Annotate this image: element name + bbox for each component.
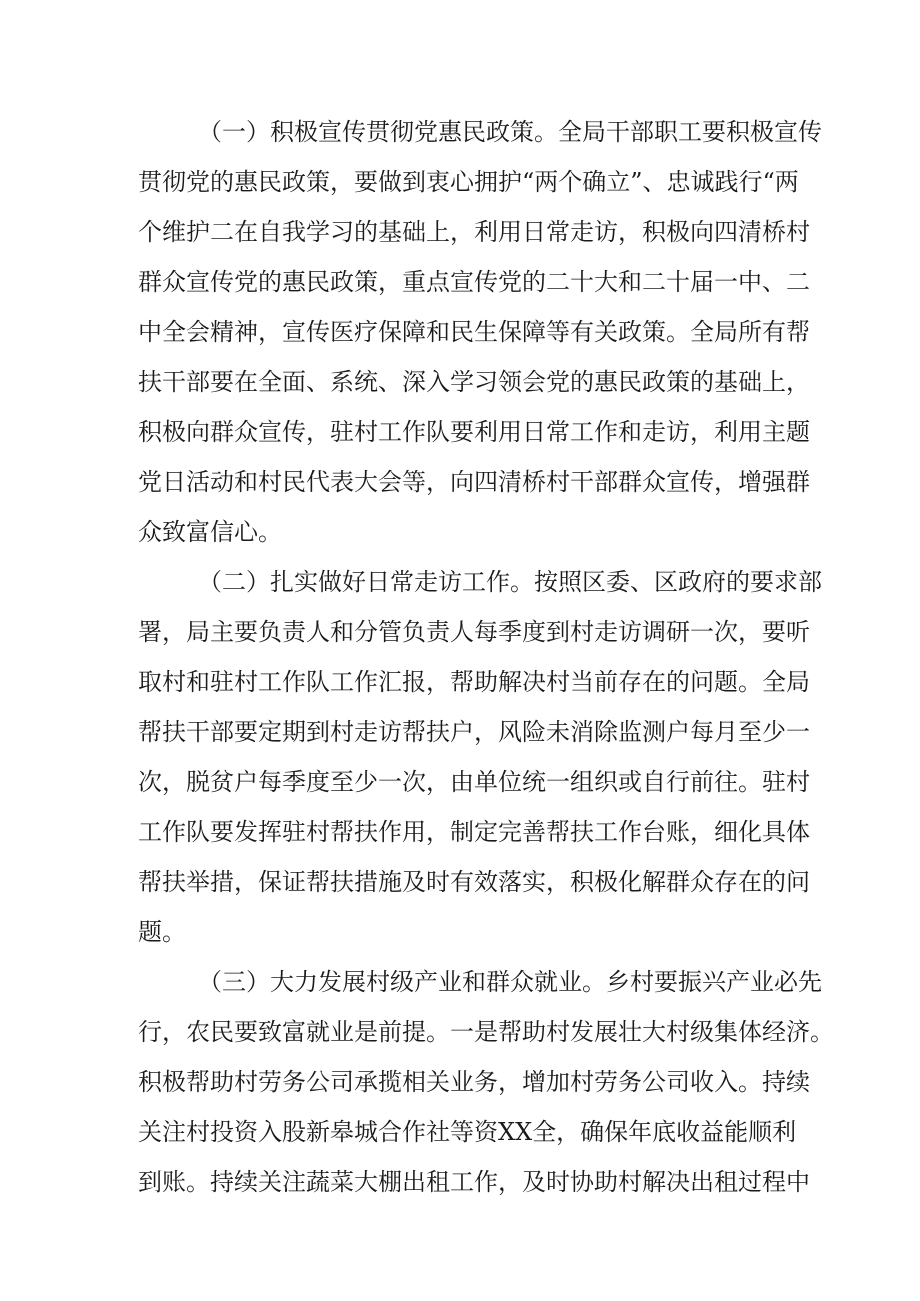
paragraph-line: 题。: [138, 918, 186, 946]
paragraph-line: 中全会精神，宣传医疗保障和民生保障等有关政策。全局所有帮: [138, 318, 810, 346]
paragraph-line: 帮扶举措，保证帮扶措施及时有效落实，积极化解群众存在的问: [138, 868, 810, 896]
paragraph-line: 次，脱贫户每季度至少一次，由单位统一组织或自行前往。驻村: [138, 768, 810, 796]
paragraph-line: 工作队要发挥驻村帮扶作用，制定完善帮扶工作台账，细化具体: [138, 818, 810, 846]
paragraph-line: 取村和驻村工作队工作汇报，帮助解决村当前存在的问题。全局: [138, 668, 810, 696]
paragraph-line: 个维护二在自我学习的基础上，利用日常走访，积极向四清桥村: [138, 218, 810, 246]
paragraph-line: 党日活动和村民代表大会等，向四清桥村干部群众宣传，增强群: [138, 468, 810, 496]
paragraph-line: 扶干部要在全面、系统、深入学习领会党的惠民政策的基础上，: [138, 368, 810, 396]
paragraph-line: 到账。持续关注蔬菜大棚出租工作，及时协助村解决出租过程中: [138, 1168, 810, 1196]
paragraph-line: 帮扶干部要定期到村走访帮扶户，风险未消除监测户每月至少一: [138, 718, 810, 746]
paragraph-line: 积极向群众宣传，驻村工作队要利用日常工作和走访，利用主题: [138, 418, 810, 446]
paragraph-line: 群众宣传党的惠民政策，重点宣传党的二十大和二十届一中、二: [138, 268, 810, 296]
paragraph-line: （三）大力发展村级产业和群众就业。乡村要振兴产业必先: [198, 968, 822, 996]
paragraph-line: （一）积极宣传贯彻党惠民政策。全局干部职工要积极宣传: [198, 118, 822, 146]
paragraph-line: 署，局主要负责人和分管负责人每季度到村走访调研一次，要听: [138, 618, 810, 646]
paragraph-line: （二）扎实做好日常走访工作。按照区委、区政府的要求部: [198, 568, 822, 596]
paragraph-line: 众致富信心。: [138, 518, 282, 546]
paragraph-line: 贯彻党的惠民政策，要做到衷心拥护“两个确立”、忠诚践行“两: [138, 168, 799, 196]
paragraph-line: 行，农民要致富就业是前提。一是帮助村发展壮大村级集体经济。: [138, 1018, 834, 1046]
paragraph-line: 积极帮助村劳务公司承揽相关业务，增加村劳务公司收入。持续: [138, 1068, 810, 1096]
paragraph-line: 关注村投资入股新皋城合作社等资XX全，确保年底收益能顺利: [138, 1118, 797, 1146]
